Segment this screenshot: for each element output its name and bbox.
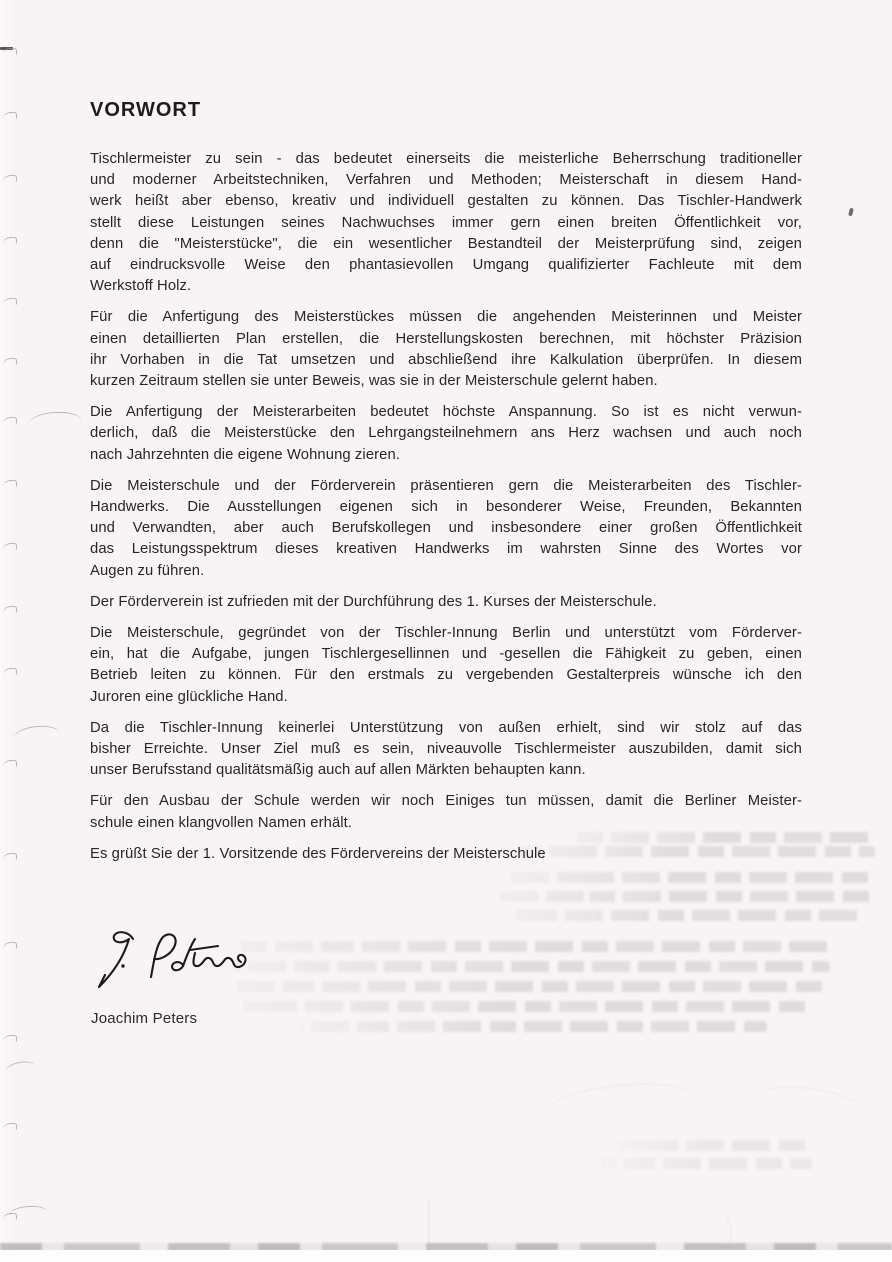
binding-hole-mark bbox=[3, 48, 17, 56]
binding-hole-mark bbox=[3, 668, 17, 676]
text-line: bisher Erreichte. Unser Ziel muß es sein, niveauvolle Tischlermeister auszubilden, damit sich bbox=[90, 741, 802, 758]
text-line: Der Förderverein ist zufrieden mit der Durchführung des 1. Kurses der Meisterschule. bbox=[90, 593, 657, 610]
paragraph bbox=[90, 623, 802, 708]
text-line: Da die Tischler-Innung keinerlei Unterstützung von außen erhielt, sind wir stolz auf das bbox=[90, 719, 802, 736]
text-line: ihr Vorhaben in die Tat umsetzen und abschließend ihre Kalkulation überprüfen. In diesem bbox=[90, 351, 802, 368]
text-line: stellt diese Leistungen seines Nachwuchses immer gern einen breiten Öffentlichkeit vor, bbox=[90, 214, 802, 231]
text-line: derlich, daß die Meisterstücke den Lehrgangsteilnehmern ans Herz wachsen und auch noch bbox=[90, 425, 802, 442]
scanner-bottom-strip bbox=[0, 1250, 892, 1262]
text-line: schule einen klangvollen Namen erhält. bbox=[90, 814, 353, 831]
binding-hole-mark bbox=[3, 298, 17, 306]
text-line: das Leistungsspektrum dieses kreativen Handwerks im wahrsten Sinne des Wortes vor bbox=[90, 541, 802, 558]
signatory-name: Joachim Peters bbox=[91, 1010, 198, 1027]
binding-hole-mark bbox=[3, 417, 17, 425]
paragraph bbox=[90, 844, 802, 865]
paragraph bbox=[90, 307, 802, 392]
text-line: Betrieb leiten zu können. Für den erstmals zu vergebenden Gestalterpreis wünsche ich den bbox=[90, 667, 802, 684]
bleed-through-text-artifact bbox=[230, 981, 823, 992]
text-line: werk heißt aber ebenso, kreativ und individuell gestalten zu können. Das Tischler-Handwerk bbox=[90, 193, 802, 210]
paragraph bbox=[90, 476, 802, 582]
text-line: Augen zu führen. bbox=[90, 562, 205, 579]
binding-hole-mark bbox=[3, 853, 17, 861]
text-line: Für die Anfertigung des Meisterstückes müssen die angehenden Meisterinnen und Meister bbox=[90, 309, 802, 326]
text-line: ein, hat die Aufgabe, jungen Tischlergesellinnen und -gesellen die Fähigkeit zu geben, einen bbox=[90, 646, 802, 663]
page-title: VORWORT bbox=[90, 99, 202, 121]
bleed-through-text-artifact bbox=[498, 891, 875, 902]
bleed-through-text-artifact bbox=[235, 941, 830, 952]
text-line: auf eindrucksvolle Weise den phantasievollen Umgang qualifizierter Fachleute mit dem bbox=[90, 257, 802, 274]
text-line: Tischlermeister zu sein - das bedeutet einerseits die meisterliche Beherrschung traditioneller bbox=[90, 151, 802, 167]
text-line: und Verwandten, aber auch Berufskollegen und insbesondere einer großen Öffentlichkeit bbox=[90, 520, 802, 537]
binding-hole-mark bbox=[3, 606, 17, 614]
text-line: Es grüßt Sie der 1. Vorsitzende des Fördervereins der Meisterschule bbox=[90, 845, 546, 862]
bleed-through-text-artifact bbox=[240, 1001, 810, 1012]
binding-hole-mark bbox=[3, 112, 17, 120]
paragraph bbox=[90, 402, 802, 466]
bleed-through-text-artifact bbox=[232, 961, 830, 972]
binding-hole-mark bbox=[3, 480, 17, 488]
binding-hole-mark bbox=[3, 358, 17, 366]
binding-hole-mark bbox=[3, 543, 17, 551]
text-line: und moderner Arbeitstechniken, Verfahren und Methoden; Meisterschaft in diesem Hand- bbox=[90, 172, 802, 189]
text-line: einen detaillierten Plan erstellen, die Herstellungskosten berechnen, mit höchster Präzision bbox=[90, 330, 802, 347]
text-line: nach Jahrzehnten die eigene Wohnung zieren. bbox=[90, 446, 401, 463]
bleed-through-text-artifact bbox=[515, 910, 865, 921]
text-line: Werkstoff Holz. bbox=[90, 278, 192, 295]
document-content bbox=[90, 98, 802, 875]
text-line: Für den Ausbau der Schule werden wir noch Einiges tun müssen, damit die Berliner Meister- bbox=[90, 793, 802, 810]
binding-hole-mark bbox=[3, 942, 17, 950]
bleed-through-text-artifact bbox=[600, 1158, 812, 1169]
text-line: Handwerks. Die Ausstellungen eigenen sich in besonderer Weise, Freunden, Bekannten bbox=[90, 499, 802, 516]
text-line: unser Berufsstand qualitätsmäßig auch auf allen Märkten behaupten kann. bbox=[90, 762, 586, 779]
paragraph bbox=[90, 718, 802, 782]
binding-hole-mark bbox=[3, 1035, 17, 1043]
text-line: Die Meisterschule und der Förderverein präsentieren gern die Meisterarbeiten des Tischler- bbox=[90, 477, 802, 494]
binding-hole-mark bbox=[3, 175, 17, 183]
binding-hole-mark bbox=[3, 237, 17, 245]
text-line: denn die "Meisterstücke", die ein wesentlicher Bestandteil der Meisterprüfung sind, zeigen bbox=[90, 235, 802, 252]
text-line: Die Meisterschule, gegründet von der Tischler-Innung Berlin und unterstützt vom Förderver- bbox=[90, 625, 802, 642]
faint-ink-impression bbox=[428, 1200, 430, 1252]
bleed-through-text-artifact bbox=[300, 1021, 767, 1032]
bleed-through-text-artifact bbox=[615, 1140, 810, 1151]
paragraph bbox=[90, 791, 802, 833]
text-line: kurzen Zeitraum stellen sie unter Beweis, was sie in der Meisterschule gelernt haben. bbox=[90, 373, 658, 390]
text-line: Juroren eine glückliche Hand. bbox=[90, 688, 288, 705]
signature-handwriting bbox=[78, 923, 258, 1013]
paragraphs bbox=[90, 149, 802, 865]
text-line: Die Anfertigung der Meisterarbeiten bedeutet höchste Anspannung. So ist es nicht verwun- bbox=[90, 404, 802, 421]
binding-hole-mark bbox=[3, 1123, 17, 1131]
paragraph bbox=[90, 149, 802, 297]
binding-hole-mark bbox=[3, 760, 17, 768]
paragraph bbox=[90, 592, 802, 613]
